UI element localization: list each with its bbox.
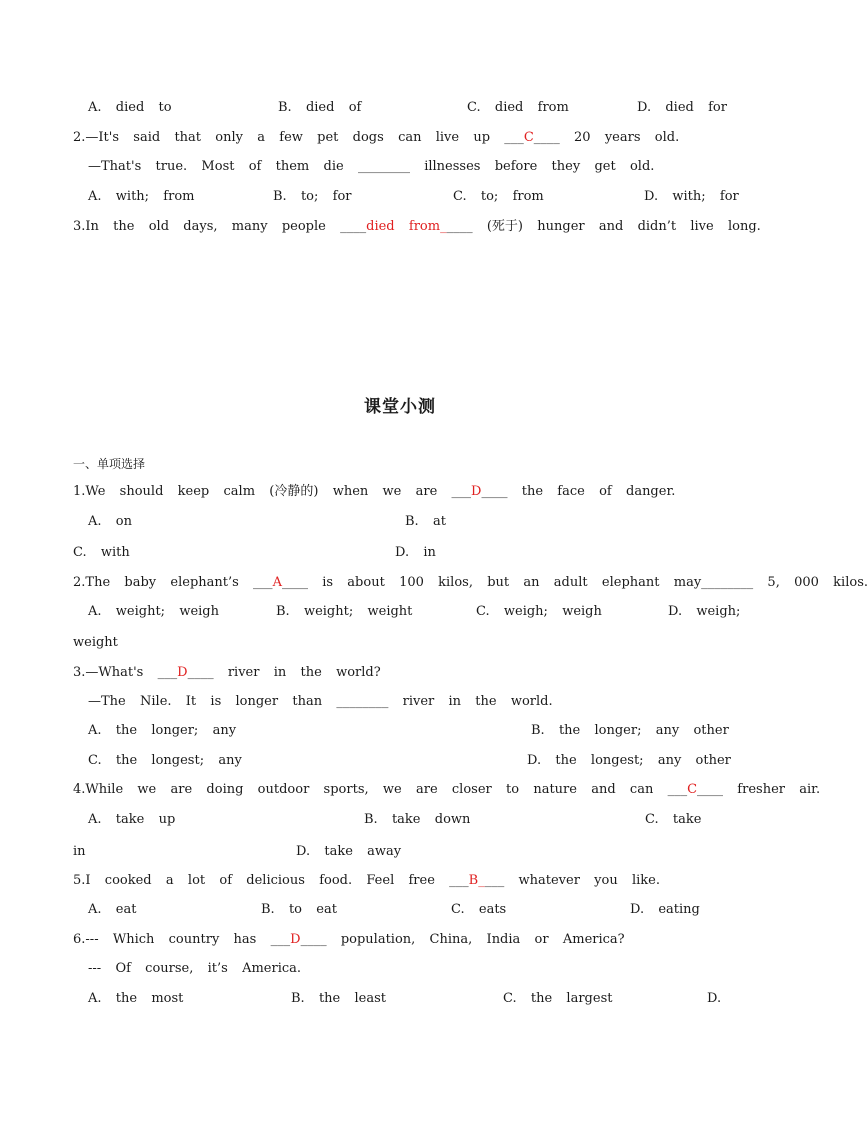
prev-q2-answer: C [523, 130, 534, 145]
q2-option-d: D. weigh; [668, 604, 741, 619]
prev-q2-stem: 2.—It's said that only a few pet dogs can live up ___C____ 20 years old. [73, 130, 680, 145]
q4-option-a: A. take up [88, 812, 176, 827]
q1-option-c: C. with [73, 545, 130, 560]
q2-option-a: A. weight; weigh [88, 604, 219, 619]
q1-answer: D [471, 484, 482, 499]
q4-answer: C [687, 782, 698, 797]
q3-reply: —The Nile. It is longer than ________ river in the world. [88, 694, 553, 709]
q3-option-d: D. the longest; any other [527, 753, 731, 768]
q3-stem: 3.—What's ___D____ river in the world? [73, 665, 381, 680]
q3-option-a: A. the longer; any [88, 723, 237, 738]
q6-option-b: B. the least [291, 991, 387, 1006]
prev-q2-option-d: D. with; for [644, 189, 739, 204]
q3-answer: D [177, 665, 188, 680]
q4-option-d: D. take away [296, 844, 402, 859]
q5-stem: 5.I cooked a lot of delicious food. Feel free ___B____ whatever you like. [73, 873, 661, 888]
section-heading: 一、单项选择 [73, 457, 146, 471]
q4-option-c: C. take [645, 812, 702, 827]
q4-stem: 4.While we are doing outdoor sports, we are closer to nature and can ___C____ fresher air. [73, 782, 821, 797]
prev-q3-stem: 3.In the old days, many people ____died from_____ (死于) hunger and didn’t live long. [73, 219, 761, 234]
prev-q1-option-b: B. died of [278, 100, 362, 115]
q3-option-b: B. the longer; any other [531, 723, 729, 738]
q2-option-c: C. weigh; weigh [476, 604, 602, 619]
q6-stem: 6.--- Which country has ___D____ population, China, India or America? [73, 932, 625, 947]
q2-stem: 2.The baby elephant’s ___A____ is about 100 kilos, but an adult elephant may________ 5, 000 kilos. [73, 575, 868, 590]
q4-option-b: B. take down [364, 812, 471, 827]
prev-q2-option-a: A. with; from [88, 189, 195, 204]
q5-answer: B_ [468, 873, 485, 888]
q6-option-c: C. the largest [503, 991, 613, 1006]
q1-option-b: B. at [405, 514, 446, 529]
page-title: 课堂小测 [364, 397, 436, 417]
q5-option-b: B. to eat [261, 902, 337, 917]
q5-option-d: D. eating [630, 902, 700, 917]
prev-q1-option-a: A. died to [88, 100, 172, 115]
q1-stem: 1.We should keep calm (冷静的) when we are ___D____ the face of danger. [73, 484, 676, 499]
q1-option-a: A. on [88, 514, 132, 529]
prev-q3-answer: died from_ [366, 219, 447, 234]
q6-option-a: A. the most [88, 991, 184, 1006]
q1-option-d: D. in [395, 545, 436, 560]
q6-option-d: D. [707, 991, 722, 1006]
q4-option-c-wrap: in [73, 844, 86, 859]
q2-answer: A [272, 575, 282, 590]
q3-option-c: C. the longest; any [88, 753, 242, 768]
prev-q2-option-b: B. to; for [273, 189, 352, 204]
q5-option-c: C. eats [451, 902, 507, 917]
prev-q2-reply: —That's true. Most of them die ________ illnesses before they get old. [88, 159, 655, 174]
prev-q2-option-c: C. to; from [453, 189, 544, 204]
prev-q1-option-d: D. died for [637, 100, 727, 115]
q5-option-a: A. eat [88, 902, 137, 917]
q6-reply: --- Of course, it’s America. [88, 961, 302, 976]
q2-option-b: B. weight; weight [276, 604, 413, 619]
prev-q1-option-c: C. died from [467, 100, 569, 115]
q6-answer: D [290, 932, 301, 947]
q2-option-d-wrap: weight [73, 635, 118, 650]
